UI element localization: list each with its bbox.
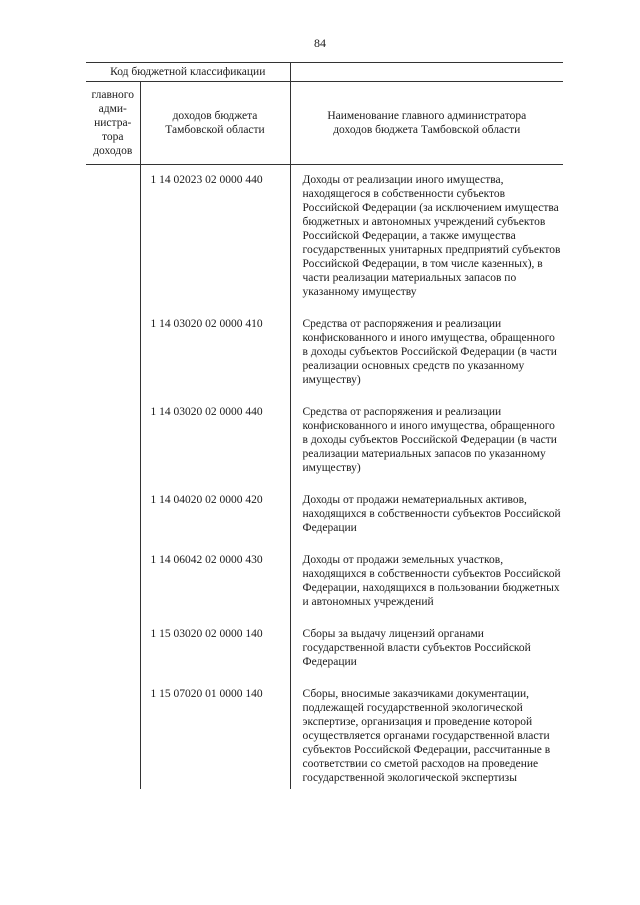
table-row (86, 485, 563, 545)
header-admin-line: главного (91, 89, 134, 101)
table-row (86, 309, 563, 397)
cell-admin (86, 485, 140, 545)
cell-name: Средства от распоряжения и реализации конфискованного и иного имущества, обращенного в доходы субъектов Российской Федерации (в части реализации основных средств по указанному имуществу) (302, 318, 557, 386)
cell-name: Доходы от продажи земельных участков, находящихся в собственности субъектов Российской Федерации, находящихся в пользовании бюджетных и автономных учреждений (302, 554, 561, 608)
budget-classification-table (86, 62, 563, 789)
header-name-line: Наименование главного администратора (327, 110, 527, 122)
cell-code: 1 14 02023 02 0000 440 (140, 165, 290, 310)
cell-admin (86, 309, 140, 397)
cell-code: 1 14 04020 02 0000 420 (140, 485, 290, 545)
header-name-line: доходов бюджета Тамбовской области (333, 124, 521, 136)
header-admin-line: нистра- (94, 117, 132, 129)
cell-code: 1 14 06042 02 0000 430 (140, 545, 290, 619)
cell-admin (86, 679, 140, 789)
cell-code: 1 14 03020 02 0000 410 (140, 309, 290, 397)
header-budget-classification-code: Код бюджетной классификации (86, 63, 290, 82)
cell-name: Сборы, вносимые заказчиками документации, подлежащей государственной экологической экспертизе, организация и проведение которой осуществляется органами государственной власти субъектов Российской Федерации, рассчитанные в соответствии со сметой расходов на проведение государственной экологической экспертизы (302, 688, 551, 784)
header-code-line: доходов бюджета (172, 110, 258, 122)
cell-code: 1 15 03020 02 0000 140 (140, 619, 290, 679)
cell-admin (86, 397, 140, 485)
table-row (86, 397, 563, 485)
header-admin-line: доходов (93, 145, 133, 157)
cell-admin (86, 619, 140, 679)
header-main-administrator (86, 82, 140, 165)
cell-admin (86, 165, 140, 310)
header-administrator-name (290, 82, 563, 165)
header-revenue-code (140, 82, 290, 165)
table-row (86, 165, 563, 310)
header-admin-line: адми- (98, 103, 127, 115)
cell-code: 1 15 07020 01 0000 140 (140, 679, 290, 789)
cell-name: Доходы от продажи нематериальных активов, находящихся в собственности субъектов Российской Федерации (302, 494, 561, 534)
cell-admin (86, 545, 140, 619)
cell-code: 1 14 03020 02 0000 440 (140, 397, 290, 485)
table-row (86, 545, 563, 619)
page-number: 84 (314, 36, 326, 50)
cell-name: Сборы за выдачу лицензий органами государственной власти субъектов Российской Федерации (302, 628, 531, 668)
table-row (86, 619, 563, 679)
cell-name: Средства от распоряжения и реализации конфискованного и иного имущества, обращенного в доходы субъектов Российской Федерации (в части реализации материальных запасов по указанному имуществу) (302, 406, 557, 474)
cell-name: Доходы от реализации иного имущества, находящегося в собственности субъектов Российской Федерации (за исключением имущества бюджетных и автономных учреждений субъектов Российской Федерации, а также имущества государственных унитарных предприятий субъектов Российской Федерации, в том числе казенных), в части реализации материальных запасов по указанному имуществу (302, 174, 561, 298)
header-code-line: Тамбовской области (165, 124, 265, 136)
header-blank (290, 63, 563, 82)
table-row (86, 679, 563, 789)
header-admin-line: тора (102, 131, 124, 143)
